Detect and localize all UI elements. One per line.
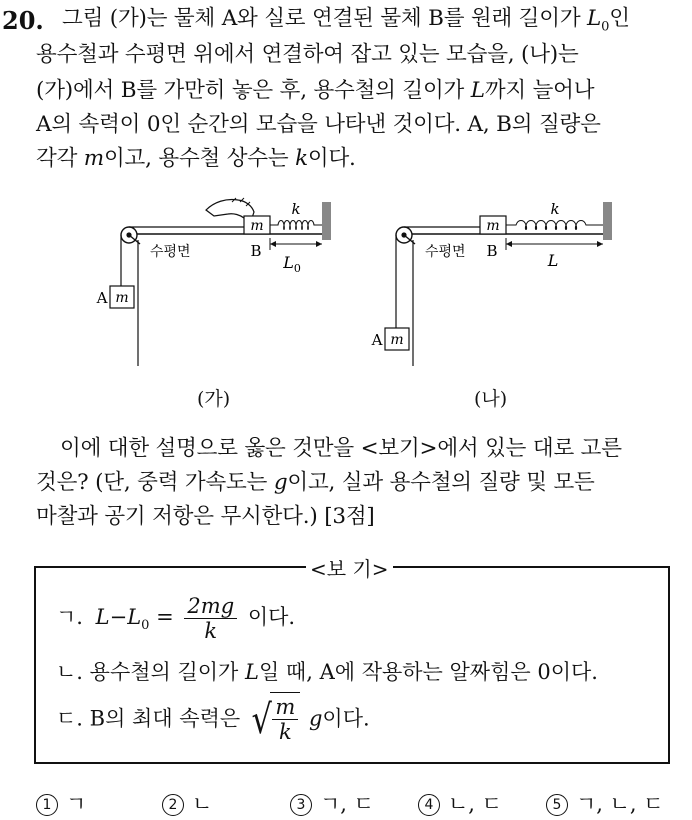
figure-right (371, 200, 612, 366)
length-l0-label: $L_0$ (283, 253, 301, 275)
hand-icon (206, 199, 254, 218)
bogi-item-1: ㄱ. $L-L_0$ = $\frac{2mg}{k}$ 이다. (56, 594, 296, 643)
stem-line-1: 그림 (가)는 물체 A와 실로 연결된 물체 B를 원래 길이가 $L_0$인 (62, 6, 630, 35)
prompt-line-2: 것은? (단, 중력 가속도는 g이고, 실과 용수철의 질량 및 모든 (36, 470, 595, 495)
spring-k-right: k (550, 200, 560, 218)
caption-left: (가) (197, 388, 231, 410)
length-l-label: L (547, 251, 559, 270)
prompt-line-1: 이에 대한 설명으로 옳은 것만을 <보기>에서 있는 대로 고른 (60, 436, 622, 461)
choice-3[interactable]: 3 ㄱ, ㄷ (290, 788, 374, 818)
fraction-2mg-over-k: $\frac{2mg}{k}$ (184, 594, 237, 643)
stem-line-5: 각각 m이고, 용수철 상수는 k이다. (36, 146, 356, 171)
stem-line-4: A의 속력이 0인 순간의 모습을 나타낸 것이다. A, B의 질량은 (36, 112, 601, 137)
physics-figure (0, 188, 692, 428)
bogi-title: <보 기> (306, 553, 393, 582)
prompt-line-3: 마찰과 공기 저항은 무시한다.) [3점] (36, 504, 375, 529)
spring-k-left: k (291, 200, 301, 218)
choice-2[interactable]: 2 ㄴ (162, 788, 212, 818)
bogi-item-3: ㄷ. B의 최대 속력은 √ $\frac{m}{k}$ g이다. (56, 692, 370, 748)
surface-label-right: 수평면 (425, 244, 466, 260)
choice-1[interactable]: 1 ㄱ (36, 788, 86, 818)
block-a-name-right: A (371, 331, 383, 349)
figure-left (96, 198, 331, 366)
bogi-item-2: ㄴ. 용수철의 길이가 L일 때, A에 작용하는 알짜힘은 0이다. (56, 660, 598, 684)
choice-4[interactable]: 4 ㄴ, ㄷ (418, 788, 502, 818)
surface-label-left: 수평면 (150, 244, 191, 260)
block-b-mass-left: m (250, 218, 264, 234)
stem-line-2: 용수철과 수평면 위에서 연결하여 잡고 있는 모습을, (나)는 (36, 42, 579, 67)
stem-line-3: (가)에서 B를 가만히 놓은 후, 용수철의 길이가 L까지 늘어나 (36, 78, 595, 103)
block-a-mass-right: m (390, 332, 404, 348)
sqrt-m-over-k: √ $\frac{m}{k}$ (249, 692, 300, 748)
block-a-mass-left: m (115, 290, 129, 306)
choice-5[interactable]: 5 ㄱ, ㄴ, ㄷ (546, 788, 664, 818)
block-b-name-right: B (486, 242, 498, 260)
block-a-name-left: A (96, 289, 108, 307)
block-b-name-left: B (250, 242, 262, 260)
caption-right: (나) (474, 388, 508, 410)
block-b-mass-right: m (486, 218, 500, 234)
question-number: 20. (2, 6, 44, 35)
